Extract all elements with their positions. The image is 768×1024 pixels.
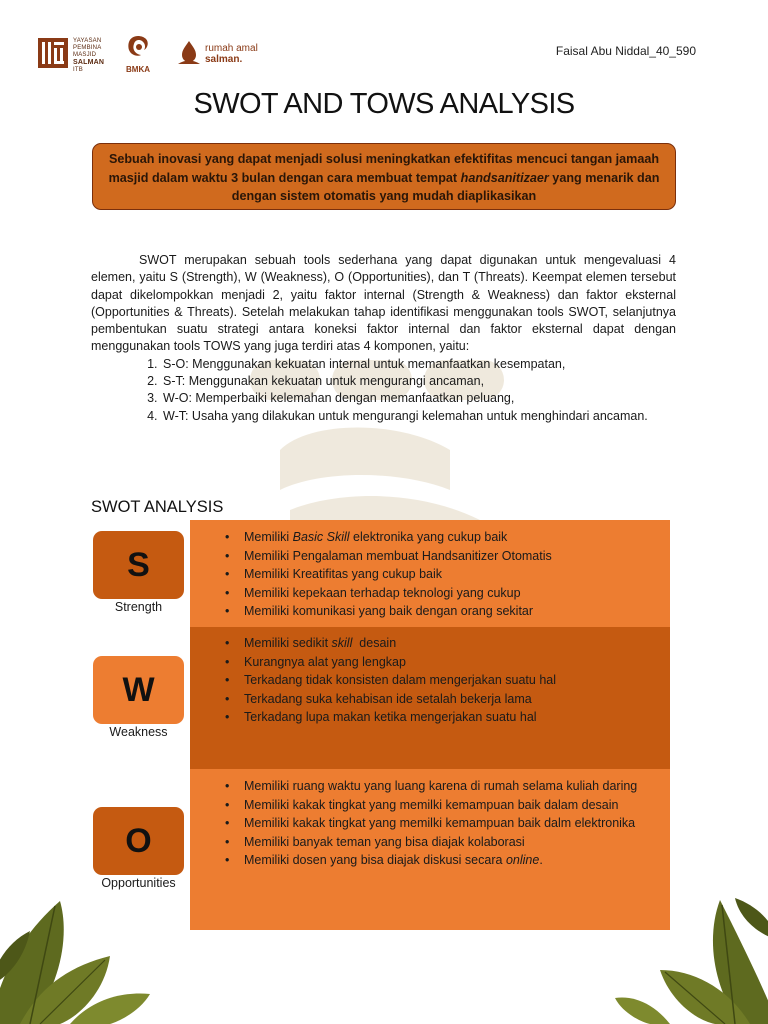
bullet-icon: • [225,530,230,544]
leaves-decoration-left [0,896,160,1024]
list-item: • Kurangnya alat yang lengkap [190,653,670,672]
bullet-icon: • [225,834,230,849]
list-item: • Memiliki Pengalaman membuat Handsanitizer Otomatis [190,547,670,566]
bullet-icon: • [225,604,230,618]
opportunities-letter-box: O [93,807,184,875]
list-item: • Memiliki kepekaan terhadap teknologi yang cukup [190,584,670,603]
ymp-logo-mark [38,38,68,68]
strength-panel [190,520,670,627]
opportunities-list [190,769,670,870]
tows-list-item: 3. W-O: Memperbaiki kelemahan dengan memanfaatkan peluang, [161,390,676,407]
list-item: • Memiliki sedikit skill desain [190,634,670,653]
strength-list [190,520,670,621]
bullet-icon: • [225,691,230,706]
list-item: • Terkadang suka kehabisan ide setalah bekerja lama [190,690,670,709]
bullet-icon: • [225,585,230,600]
strength-letter-box: S [93,531,184,599]
bullet-icon: • [225,816,230,830]
weakness-panel [190,627,670,769]
salman-text: salman. [205,54,243,65]
list-item: • Memiliki ruang waktu yang luang karena di rumah selama kuliah daring [190,777,670,796]
page-title: SWOT AND TOWS ANALYSIS [193,88,575,120]
banner-text-part1: Sebuah inovasi yang dapat menjadi solusi meningkatkan efektifitas mencuci tangan jamaah masjid dalam waktu 3 bulan dengan cara membuat tempat [108,152,660,185]
bullet-icon: • [225,710,230,724]
tows-list-item: 2. S-T: Menggunakan kekuatan untuk mengurangi ancaman, [161,373,676,390]
list-item: • Memiliki Kreatifitas yang cukup baik [190,565,670,584]
tows-list-item: 4. W-T: Usaha yang dilakukan untuk mengurangi kelemahan untuk menghindari ancaman. [161,408,676,425]
rumah-amal-drop-icon [178,40,200,66]
intro-paragraph: SWOT merupakan sebuah tools sederhana yang dapat digunakan untuk mengevaluasi 4 elemen, yaitu S (Strength), W (Weakness), O (Opportunities), dan T (Threats). Keempat elemen tersebut dapat dikelompokkan menjadi 2, yaitu faktor internal (Strength & Weakness) dan faktor eksternal (Opportunities & Threats). Setelah melakukan tahap identifikasi menggunakan tools SWOT, selanjutnya pembentukan suatu strategi antara koneksi faktor internal dan faktor eksternal dapat dengan menggunakan tools TOWS yang juga terdiri atas 4 komponen, yaitu: [91,253,676,354]
banner-text-part2: yang menarik dan dengan sistem otomatis yang mudah diaplikasikan [231,170,660,203]
ymp-logo-text: YAYASAN PEMBINA MASJID SALMAN ITB [73,38,105,73]
weakness-label: Weakness [109,725,168,739]
tows-list-item: 1. S-O: Menggunakan kekuatan internal untuk memanfaatkan kesempatan, [161,356,676,373]
rumah-amal-text: rumah amal [205,43,258,54]
bmka-logo [118,34,158,74]
list-item: • Memiliki banyak teman yang bisa diajak kolaborasi [190,833,670,852]
banner-text-italic: handsanitizaer [460,170,549,185]
weakness-list [190,627,670,727]
bullet-icon: • [225,548,230,563]
bullet-icon: • [225,654,230,669]
list-item: • Terkadang tidak konsisten dalam mengerjakan suatu hal [190,671,670,690]
list-item: • Memiliki komunikasi yang baik dengan orang sekitar [190,602,670,621]
intro-section [91,252,676,425]
bullet-icon: • [225,853,230,867]
bullet-icon: • [225,797,230,812]
list-item: • Memiliki Basic Skill elektronika yang cukup baik [190,528,670,547]
list-item: • Memiliki kakak tingkat yang memilki kemampuan baik dalam desain [190,796,670,815]
bullet-icon: • [225,779,230,793]
weakness-letter-box: W [93,656,184,724]
bullet-icon: • [225,567,230,581]
innovation-banner [92,143,676,210]
list-item: • Memiliki kakak tingkat yang memilki kemampuan baik dalm elektronika [190,814,670,833]
leaves-decoration-right [610,880,768,1024]
list-item: • Memiliki dosen yang bisa diajak diskusi secara online. [190,851,670,870]
rumah-amal-salman-logo [178,40,278,70]
list-item: • Terkadang lupa makan ketika mengerjakan suatu hal [190,708,670,727]
swot-heading: SWOT ANALYSIS [91,498,224,516]
strength-label: Strength [114,600,163,614]
bullet-icon: • [225,636,230,650]
author-label: Faisal Abu Niddal_40_590 [555,44,696,58]
tows-list [91,356,676,425]
bmka-logo-text: BMKA [126,65,150,74]
opportunities-label: Opportunities [101,876,176,890]
bmka-logo-mark [125,34,151,58]
bullet-icon: • [225,673,230,687]
opportunities-panel [190,769,670,930]
